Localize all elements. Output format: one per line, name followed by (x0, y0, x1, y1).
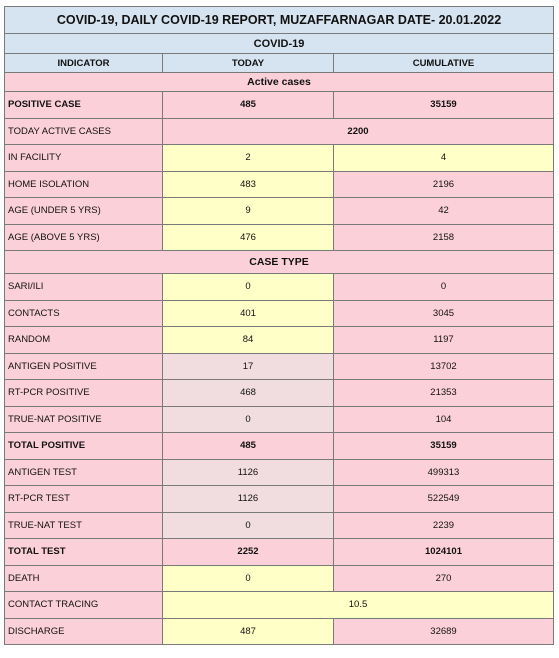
cumulative-value: 1197 (334, 327, 554, 354)
today-value: 9 (163, 198, 334, 225)
table-row (5, 459, 554, 486)
today-value: 0 (163, 565, 334, 592)
cumulative-value: 32689 (334, 618, 554, 645)
row-label: POSITIVE CASE (5, 92, 163, 119)
report-subtitle: COVID-19 (5, 34, 554, 54)
today-value: 485 (163, 433, 334, 460)
table-row (5, 171, 554, 198)
today-value: 2252 (163, 539, 334, 566)
cumulative-value: 2196 (334, 171, 554, 198)
header-row (5, 54, 554, 73)
table-row (5, 274, 554, 301)
table-row (5, 300, 554, 327)
table-row (5, 565, 554, 592)
table-row (5, 512, 554, 539)
row-label: SARI/ILI (5, 274, 163, 301)
table-row (5, 92, 554, 119)
row-label: HOME ISOLATION (5, 171, 163, 198)
row-label: IN FACILITY (5, 145, 163, 172)
today-value: 0 (163, 512, 334, 539)
cumulative-value: 21353 (334, 380, 554, 407)
table-row (5, 592, 554, 619)
section-title: CASE TYPE (5, 251, 554, 274)
table-row (5, 224, 554, 251)
row-label: RT-PCR TEST (5, 486, 163, 513)
cumulative-value: 104 (334, 406, 554, 433)
cumulative-value: 35159 (334, 433, 554, 460)
today-value: 483 (163, 171, 334, 198)
report-sheet (4, 6, 553, 645)
table-row (5, 145, 554, 172)
table-row (5, 406, 554, 433)
section-active-cases (5, 73, 554, 92)
report-title: COVID-19, DAILY COVID-19 REPORT, MUZAFFARNAGAR DATE- 20.01.2022 (5, 7, 554, 34)
header-indicator: INDICATOR (5, 54, 163, 73)
today-value: 485 (163, 92, 334, 119)
today-value: 2 (163, 145, 334, 172)
today-value: 17 (163, 353, 334, 380)
table-row (5, 433, 554, 460)
row-label: AGE (ABOVE 5 YRS) (5, 224, 163, 251)
today-value: 1126 (163, 459, 334, 486)
row-label: DISCHARGE (5, 618, 163, 645)
row-label: TODAY ACTIVE CASES (5, 118, 163, 145)
row-label: DEATH (5, 565, 163, 592)
header-today: TODAY (163, 54, 334, 73)
today-value: 401 (163, 300, 334, 327)
row-label: TRUE-NAT TEST (5, 512, 163, 539)
row-label: TRUE-NAT POSITIVE (5, 406, 163, 433)
today-value: 1126 (163, 486, 334, 513)
row-label: CONTACT TRACING (5, 592, 163, 619)
cumulative-value: 42 (334, 198, 554, 225)
row-label: TOTAL TEST (5, 539, 163, 566)
cumulative-value: 4 (334, 145, 554, 172)
cumulative-value: 2158 (334, 224, 554, 251)
cumulative-value: 13702 (334, 353, 554, 380)
cumulative-value: 270 (334, 565, 554, 592)
table-row (5, 118, 554, 145)
table-row (5, 618, 554, 645)
row-label: TOTAL POSITIVE (5, 433, 163, 460)
table-row (5, 198, 554, 225)
row-label: ANTIGEN POSITIVE (5, 353, 163, 380)
cumulative-value: 35159 (334, 92, 554, 119)
section-title: Active cases (5, 73, 554, 92)
today-value: 487 (163, 618, 334, 645)
today-value: 0 (163, 274, 334, 301)
today-value: 0 (163, 406, 334, 433)
today-value: 476 (163, 224, 334, 251)
table-row (5, 486, 554, 513)
title-row (5, 7, 554, 34)
covid-report-table (4, 6, 554, 645)
merged-value: 10.5 (163, 592, 554, 619)
cumulative-value: 522549 (334, 486, 554, 513)
cumulative-value: 1024101 (334, 539, 554, 566)
cumulative-value: 499313 (334, 459, 554, 486)
merged-value: 2200 (163, 118, 554, 145)
row-label: ANTIGEN TEST (5, 459, 163, 486)
today-value: 84 (163, 327, 334, 354)
today-value: 468 (163, 380, 334, 407)
section-case-type (5, 251, 554, 274)
header-cumulative: CUMULATIVE (334, 54, 554, 73)
table-row (5, 380, 554, 407)
row-label: RANDOM (5, 327, 163, 354)
table-row (5, 353, 554, 380)
row-label: AGE (UNDER 5 YRS) (5, 198, 163, 225)
row-label: CONTACTS (5, 300, 163, 327)
row-label: RT-PCR POSITIVE (5, 380, 163, 407)
table-row (5, 327, 554, 354)
cumulative-value: 3045 (334, 300, 554, 327)
cumulative-value: 0 (334, 274, 554, 301)
subtitle-row (5, 34, 554, 54)
table-row (5, 539, 554, 566)
cumulative-value: 2239 (334, 512, 554, 539)
